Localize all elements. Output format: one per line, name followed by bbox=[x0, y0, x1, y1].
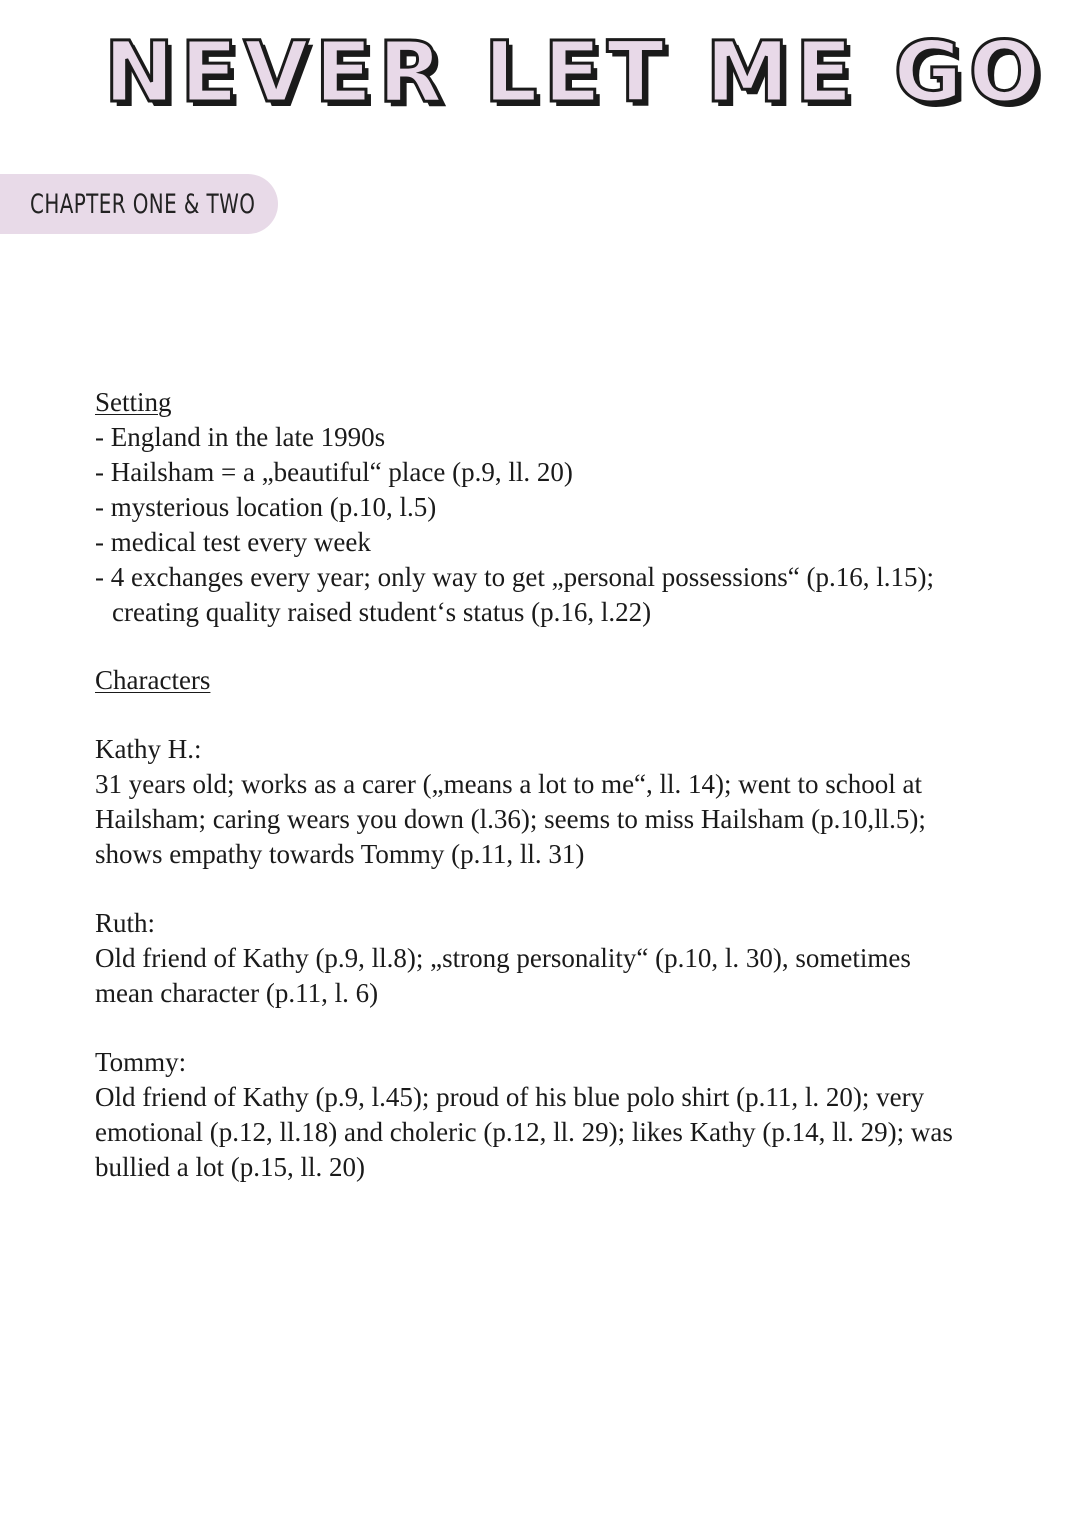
character-name: Tommy: bbox=[95, 1047, 187, 1077]
character-description: Old friend of Kathy (p.9, l.45); proud of his blue polo shirt (p.11, l. 20); very emotional (p.12, ll.18) and choleric (p.12, ll. 29); likes Kathy (p.14, ll. 29); was bullied a lot (p.15, ll. 20) bbox=[95, 1082, 953, 1182]
page-title: NEVER LET ME GO bbox=[104, 23, 1047, 121]
setting-list bbox=[95, 420, 975, 630]
character-name: Ruth: bbox=[95, 908, 156, 938]
list-item-text: mysterious location (p.10, l.5) bbox=[110, 492, 437, 522]
character-description: Old friend of Kathy (p.9, ll.8); „strong personality“ (p.10, l. 30), sometimes mean character (p.11, l. 6) bbox=[95, 943, 911, 1008]
list-item bbox=[95, 560, 975, 630]
list-item-text: 4 exchanges every year; only way to get „personal possessions“ (p.16, l.15); creating quality raised student‘s status (p.16, l.22) bbox=[110, 562, 935, 627]
characters-section bbox=[95, 663, 975, 1185]
list-item-text: England in the late 1990s bbox=[110, 422, 386, 452]
list-item bbox=[95, 490, 975, 525]
list-item bbox=[95, 455, 975, 490]
list-item bbox=[95, 525, 975, 560]
character-description: 31 years old; works as a carer („means a lot to me“, ll. 14); went to school at Hailsham; caring wears you down (l.36); seems to miss Hailsham (p.10,ll.5); shows empathy towards Tommy (p.11, ll. 31) bbox=[95, 769, 926, 869]
character-name: Kathy H.: bbox=[95, 734, 202, 764]
list-item bbox=[95, 420, 975, 455]
chapter-tag-label: CHAPTER ONE & TWO bbox=[30, 189, 256, 220]
characters-heading: Characters bbox=[95, 665, 211, 695]
list-item-text: Hailsham = a „beautiful“ place (p.9, ll. 20) bbox=[110, 457, 573, 487]
list-item-text: medical test every week bbox=[110, 527, 371, 557]
notes-content bbox=[95, 385, 975, 1185]
setting-heading: Setting bbox=[95, 387, 172, 417]
setting-section bbox=[95, 385, 975, 630]
chapter-tag bbox=[0, 174, 278, 234]
character-entry-ruth bbox=[95, 906, 975, 1011]
character-entry-kathy bbox=[95, 732, 975, 872]
character-entry-tommy bbox=[95, 1045, 975, 1185]
